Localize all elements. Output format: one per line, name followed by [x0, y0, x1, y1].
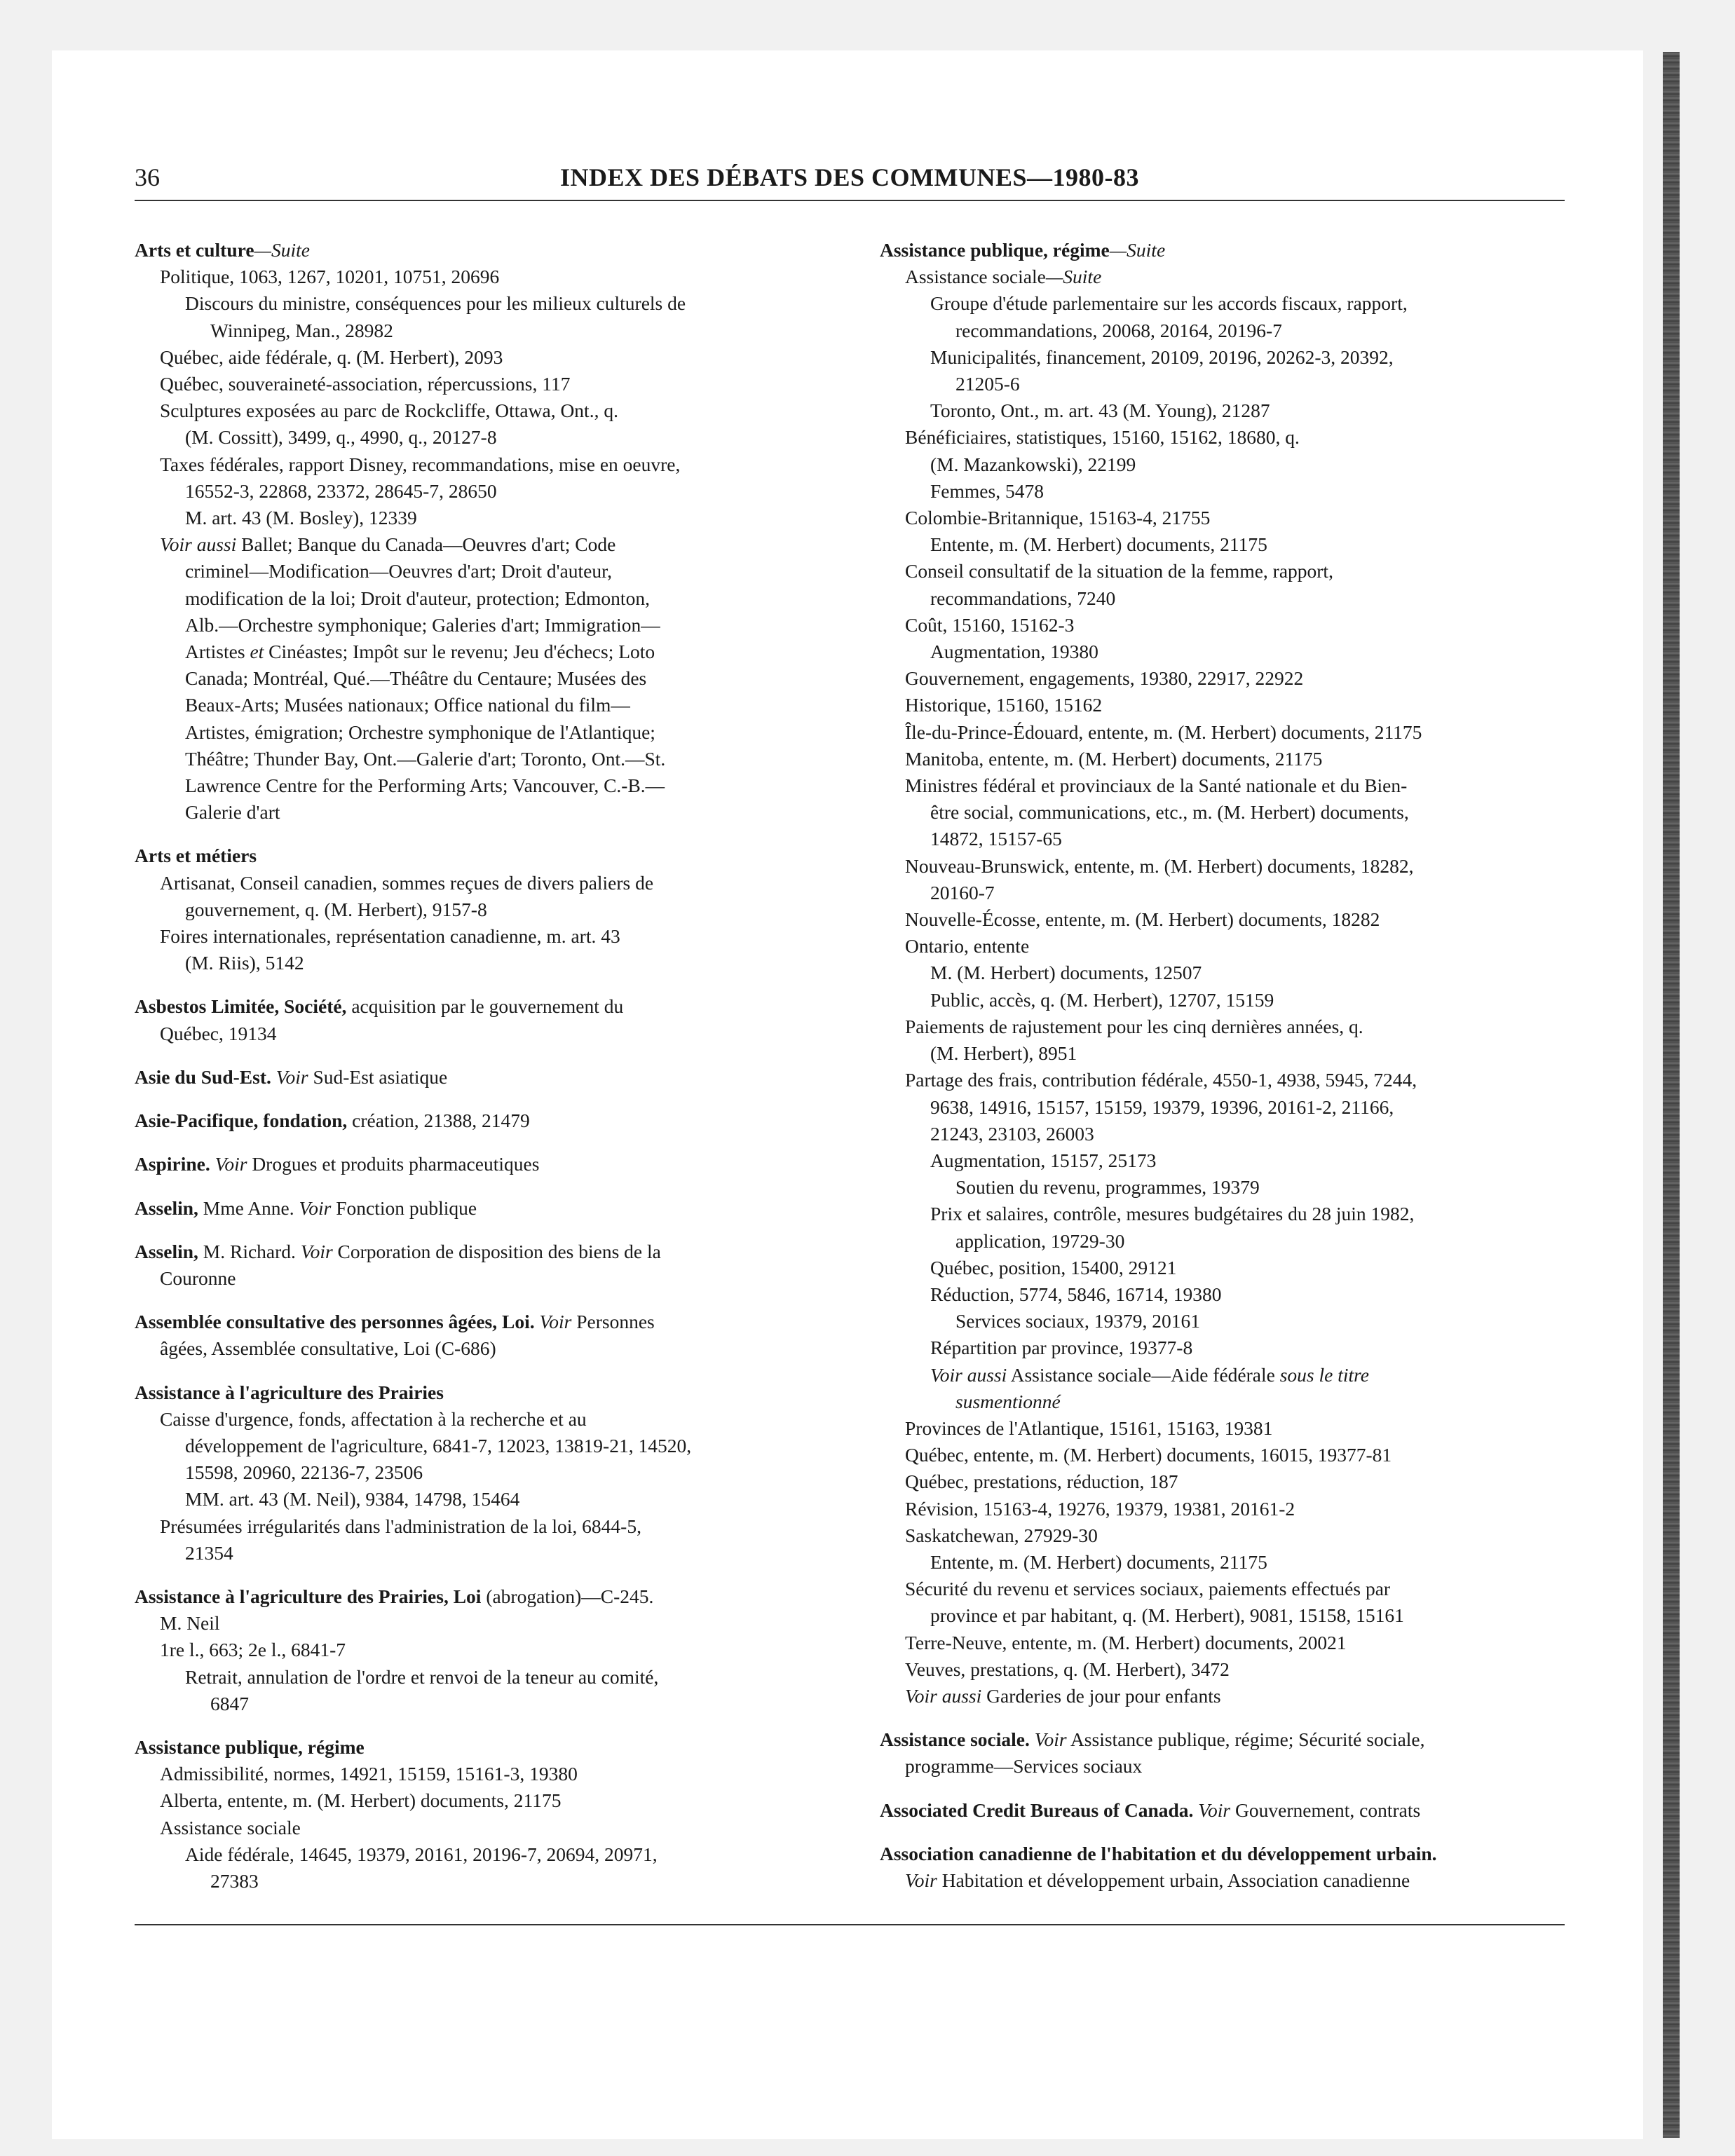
index-subentry-line	[880, 1415, 1581, 1442]
entry-text: Alberta, entente, m. (M. Herbert) documents, 21175	[160, 1789, 562, 1812]
entry-text: 15598, 20960, 22136-7, 23506	[185, 1461, 423, 1484]
index-heading-line	[880, 237, 1581, 264]
entry-text: (M. Riis), 5142	[185, 952, 304, 974]
index-subentry-line	[135, 318, 836, 344]
cross-reference-label: Voir aussi	[930, 1363, 1007, 1386]
index-subentry-line	[135, 531, 836, 558]
index-subentry-line	[135, 950, 836, 976]
entry-text: Artistes	[185, 641, 250, 663]
entry-text: (M. Mazankowski), 22199	[930, 453, 1136, 475]
index-subentry-line	[880, 1147, 1581, 1174]
index-subentry-line	[880, 1014, 1581, 1040]
entry-text: 21205-6	[955, 373, 1020, 395]
entry-heading: Assistance sociale.	[880, 1728, 1030, 1751]
index-subentry-line	[135, 1021, 836, 1047]
italic-text: Voir	[539, 1311, 572, 1333]
index-subentry-line	[135, 692, 836, 718]
entry-text	[271, 1066, 276, 1088]
entry-text: Assistance publique, régime; Sécurité sociale,	[1066, 1728, 1425, 1751]
italic-text: Voir	[275, 1065, 308, 1088]
index-subentry-line	[135, 746, 836, 772]
index-subentry-line	[880, 1389, 1581, 1415]
index-heading-line	[880, 1797, 1581, 1824]
entry-text: Assistance sociale—Aide fédérale	[1007, 1363, 1280, 1386]
index-subentry-line	[880, 639, 1581, 665]
index-subentry-line	[880, 960, 1581, 986]
entry-text: Lawrence Centre for the Performing Arts; Vancouver, C.-B.—	[185, 775, 665, 797]
entry-text: Alb.—Orchestre symphonique; Galeries d'art; Immigration—	[185, 613, 660, 636]
entry-text: Sud-Est asiatique	[308, 1065, 448, 1088]
entry-text: Nouveau-Brunswick, entente, m. (M. Herbert) documents, 18282,	[905, 854, 1414, 877]
index-subentry-line	[135, 290, 836, 317]
entry-text: programme—Services sociaux	[905, 1755, 1143, 1778]
entry-text: M. Richard.	[198, 1240, 301, 1262]
index-heading-line	[880, 1726, 1581, 1753]
index-entry	[135, 1239, 836, 1292]
entry-text: Habitation et développement urbain, Association canadienne	[937, 1869, 1410, 1891]
entry-text: Taxes fédérales, rapport Disney, recommandations, mise en oeuvre,	[160, 453, 681, 475]
index-heading-line	[135, 1583, 836, 1610]
index-subentry-line	[135, 1815, 836, 1841]
italic-text: —Suite	[1109, 239, 1166, 261]
index-subentry-line	[880, 424, 1581, 451]
entry-text: Québec, 19134	[160, 1022, 277, 1044]
entry-text: Coût, 15160, 15162-3	[905, 613, 1075, 636]
index-subentry-line	[135, 585, 836, 612]
index-subentry-line	[135, 1868, 836, 1895]
entry-text: M. Neil	[160, 1612, 220, 1635]
page-header	[135, 163, 1565, 202]
entry-text: Toronto, Ont., m. art. 43 (M. Young), 21287	[930, 400, 1270, 422]
index-subentry-line	[135, 505, 836, 531]
entry-heading: Associated Credit Bureaus of Canada.	[880, 1799, 1194, 1821]
entry-heading: Assistance à l'agriculture des Prairies	[135, 1381, 444, 1403]
entry-text: Révision, 15163-4, 19276, 19379, 19381, 20161-2	[905, 1497, 1295, 1520]
page-title: INDEX DES DÉBATS DES COMMUNES—1980-83	[560, 163, 1139, 191]
cross-reference-label: Voir aussi	[160, 533, 237, 556]
index-column-left	[135, 237, 836, 1911]
entry-text: Québec, entente, m. (M. Herbert) documents, 16015, 19377-81	[905, 1444, 1392, 1466]
index-subentry-line	[880, 880, 1581, 906]
entry-text: Aide fédérale, 14645, 19379, 20161, 20196-7, 20694, 20971,	[185, 1843, 658, 1865]
index-subentry-line	[880, 933, 1581, 960]
entry-text: Beaux-Arts; Musées nationaux; Office national du film—	[185, 694, 630, 716]
entry-text: Manitoba, entente, m. (M. Herbert) documents, 21175	[905, 747, 1323, 770]
index-subentry-line	[880, 1442, 1581, 1468]
entry-text	[1030, 1728, 1035, 1750]
index-subentry-line	[880, 1067, 1581, 1093]
index-subentry-line	[135, 1265, 836, 1292]
index-subentry-line	[135, 719, 836, 746]
index-subentry-line	[880, 585, 1581, 612]
index-subentry-line	[880, 344, 1581, 371]
entry-text: Foires internationales, représentation canadienne, m. art. 43	[160, 925, 620, 948]
cross-reference-label: Voir aussi	[905, 1684, 982, 1707]
entry-text	[210, 1153, 215, 1175]
header-rule	[135, 200, 1565, 201]
index-subentry-line	[135, 1691, 836, 1717]
index-subentry-line	[880, 1308, 1581, 1335]
index-subentry-line	[880, 318, 1581, 344]
entry-text: criminel—Modification—Oeuvres d'art; Droit d'auteur,	[185, 560, 613, 582]
index-entry	[135, 1583, 836, 1717]
index-subentry-line	[880, 1576, 1581, 1602]
index-subentry-line	[135, 1433, 836, 1459]
entry-text: Entente, m. (M. Herbert) documents, 21175	[930, 1550, 1267, 1573]
entry-text: Femmes, 5478	[930, 479, 1044, 502]
entry-heading: Asbestos Limitée, Société,	[135, 995, 347, 1018]
index-entry	[135, 993, 836, 1046]
index-subentry-line	[880, 1094, 1581, 1121]
entry-text: Garderies de jour pour enfants	[981, 1684, 1221, 1707]
index-subentry-line	[880, 772, 1581, 799]
index-subentry-line	[880, 1602, 1581, 1629]
entry-text: Assistance sociale	[905, 266, 1046, 288]
index-heading-line	[135, 1151, 836, 1178]
index-subentry-line	[135, 870, 836, 896]
entry-text: Corporation de disposition des biens de la	[332, 1240, 661, 1262]
entry-text: Gouvernement, contrats	[1230, 1799, 1421, 1821]
entry-text: création, 21388, 21479	[347, 1110, 530, 1132]
index-subentry-line	[135, 1540, 836, 1567]
index-subentry-line	[135, 639, 836, 665]
entry-text: Partage des frais, contribution fédérale, 4550-1, 4938, 5945, 7244,	[905, 1069, 1417, 1091]
entry-text: Municipalités, financement, 20109, 20196, 20262-3, 20392,	[930, 346, 1394, 368]
entry-text: M. art. 43 (M. Bosley), 12339	[185, 507, 417, 529]
entry-text: M. (M. Herbert) documents, 12507	[930, 962, 1202, 984]
index-column-right	[880, 237, 1581, 1911]
index-subentry-line	[135, 478, 836, 505]
index-subentry-line	[880, 906, 1581, 933]
index-subentry-line	[880, 1656, 1581, 1683]
entry-text: Personnes	[571, 1311, 655, 1333]
index-subentry-line	[880, 612, 1581, 639]
entry-text: Fonction publique	[331, 1196, 477, 1219]
entry-text: Retrait, annulation de l'ordre et renvoi de la teneur au comité,	[185, 1665, 659, 1688]
index-subentry-line	[880, 371, 1581, 397]
entry-text: recommandations, 7240	[930, 587, 1116, 609]
index-entry	[135, 1734, 836, 1895]
index-subentry-line	[135, 1787, 836, 1814]
entry-text: 20160-7	[930, 881, 995, 903]
index-subentry-line	[880, 397, 1581, 424]
index-heading-line	[135, 1734, 836, 1761]
entry-text: Théâtre; Thunder Bay, Ont.—Galerie d'art; Toronto, Ont.—St.	[185, 747, 666, 770]
index-subentry-line	[135, 612, 836, 639]
index-subentry-line	[135, 1406, 836, 1433]
entry-text: Conseil consultatif de la situation de la femme, rapport,	[905, 560, 1333, 582]
index-subentry-line	[135, 772, 836, 799]
index-subentry-line	[880, 853, 1581, 880]
entry-text: Augmentation, 15157, 25173	[930, 1149, 1157, 1171]
index-subentry-line	[135, 1610, 836, 1637]
index-subentry-line	[880, 264, 1581, 290]
entry-text: Mme Anne.	[198, 1196, 299, 1219]
index-subentry-line	[880, 987, 1581, 1014]
entry-text: Groupe d'étude parlementaire sur les accords fiscaux, rapport,	[930, 292, 1408, 315]
entry-text: 1re l., 663; 2e l., 6841-7	[160, 1639, 346, 1661]
entry-text: Canada; Montréal, Qué.—Théâtre du Centaure; Musées des	[185, 667, 647, 690]
footer-rule	[135, 1924, 1565, 1925]
italic-text: Voir	[215, 1153, 247, 1175]
entry-text: 6847	[210, 1692, 249, 1714]
italic-text: et	[250, 641, 264, 663]
index-subentry-line	[135, 1513, 836, 1540]
index-subentry-line	[880, 1121, 1581, 1147]
entry-text: Entente, m. (M. Herbert) documents, 21175	[930, 533, 1267, 556]
entry-text: Ontario, entente	[905, 935, 1030, 957]
index-entry	[135, 1309, 836, 1362]
index-entry	[135, 237, 836, 826]
entry-heading: Assemblée consultative des personnes âgées, Loi.	[135, 1311, 535, 1333]
entry-text: Saskatchewan, 27929-30	[905, 1524, 1098, 1546]
entry-text: Ministres fédéral et provinciaux de la Santé nationale et du Bien-	[905, 775, 1408, 797]
entry-text: développement de l'agriculture, 6841-7, 12023, 13819-21, 14520,	[185, 1434, 692, 1456]
index-subentry-line	[880, 1335, 1581, 1361]
entry-text: MM. art. 43 (M. Neil), 9384, 14798, 15464	[185, 1488, 520, 1510]
italic-text: sous le titre	[1279, 1363, 1370, 1386]
entry-text: Assistance sociale	[160, 1816, 301, 1838]
index-subentry-line	[880, 1255, 1581, 1281]
entry-heading: Arts et métiers	[135, 845, 257, 867]
index-subentry-line	[880, 1683, 1581, 1710]
entry-text: Veuves, prestations, q. (M. Herbert), 3472	[905, 1658, 1230, 1680]
index-subentry-line	[880, 826, 1581, 852]
index-heading-line	[880, 1841, 1581, 1867]
index-subentry-line	[880, 692, 1581, 718]
index-entry	[880, 1726, 1581, 1780]
index-entry	[135, 1107, 836, 1134]
entry-text: 21243, 23103, 26003	[930, 1122, 1094, 1145]
entry-text: recommandations, 20068, 20164, 20196-7	[955, 319, 1282, 341]
entry-text: modification de la loi; Droit d'auteur, protection; Edmonton,	[185, 587, 650, 609]
index-subentry-line	[880, 1040, 1581, 1067]
entry-text: Présumées irrégularités dans l'administration de la loi, 6844-5,	[160, 1515, 641, 1537]
italic-text: Voir	[300, 1240, 333, 1262]
index-subentry-line	[135, 1486, 836, 1513]
entry-heading: Asie du Sud-Est.	[135, 1065, 271, 1088]
index-subentry-line	[135, 451, 836, 478]
entry-text: 14872, 15157-65	[930, 828, 1062, 850]
entry-text: Discours du ministre, conséquences pour les milieux culturels de	[185, 292, 686, 315]
entry-heading: Assistance publique, régime	[880, 239, 1110, 261]
entry-text: Artisanat, Conseil canadien, sommes reçues de divers paliers de	[160, 871, 654, 894]
entry-heading: Assistance publique, régime	[135, 1735, 365, 1758]
italic-text: Voir	[1034, 1728, 1067, 1751]
entry-text: acquisition par le gouvernement du	[346, 995, 624, 1018]
entry-heading: Asselin,	[135, 1196, 198, 1219]
index-subentry-line	[880, 719, 1581, 746]
index-subentry-line	[880, 1867, 1581, 1894]
index-subentry-line	[135, 264, 836, 290]
index-entry	[135, 842, 836, 976]
index-subentry-line	[135, 665, 836, 692]
entry-text: Provinces de l'Atlantique, 15161, 15163, 19381	[905, 1417, 1273, 1439]
entry-text: Gouvernement, engagements, 19380, 22917, 22922	[905, 667, 1304, 690]
entry-text: Québec, aide fédérale, q. (M. Herbert), 2093	[160, 346, 503, 368]
entry-text: Public, accès, q. (M. Herbert), 12707, 15159	[930, 988, 1274, 1011]
index-heading-line	[135, 993, 836, 1020]
entry-text: Augmentation, 19380	[930, 641, 1098, 663]
index-subentry-line	[135, 923, 836, 950]
index-heading-line	[135, 1107, 836, 1134]
index-subentry-line	[880, 1201, 1581, 1227]
index-subentry-line	[880, 1281, 1581, 1308]
entry-text: Terre-Neuve, entente, m. (M. Herbert) documents, 20021	[905, 1631, 1347, 1653]
index-heading-line	[135, 1195, 836, 1222]
page-number: 36	[135, 163, 160, 191]
cross-reference-label: Voir	[905, 1869, 937, 1891]
entry-text: Caisse d'urgence, fonds, affectation à la recherche et au	[160, 1407, 587, 1430]
italic-text: Voir	[1198, 1799, 1231, 1821]
entry-text: âgées, Assemblée consultative, Loi (C-686)	[160, 1337, 496, 1360]
entry-text: Québec, prestations, réduction, 187	[905, 1471, 1178, 1493]
index-subentry-line	[135, 1459, 836, 1486]
entry-text: Couronne	[160, 1267, 236, 1289]
italic-text: susmentionné	[955, 1390, 1061, 1412]
entry-text: Historique, 15160, 15162	[905, 694, 1103, 716]
index-subentry-line	[135, 344, 836, 371]
entry-heading: Assistance à l'agriculture des Prairies, Loi	[135, 1585, 482, 1607]
entry-text: (abrogation)—C-245.	[481, 1585, 654, 1607]
entry-text: application, 19729-30	[955, 1229, 1125, 1252]
index-subentry-line	[135, 424, 836, 451]
index-subentry-line	[135, 558, 836, 585]
index-subentry-line	[880, 1496, 1581, 1522]
index-subentry-line	[880, 1228, 1581, 1255]
entry-text: Paiements de rajustement pour les cinq dernières années, q.	[905, 1015, 1363, 1037]
entry-text: Ballet; Banque du Canada—Oeuvres d'art; Code	[236, 533, 616, 556]
entry-text: Sculptures exposées au parc de Rockcliffe, Ottawa, Ont., q.	[160, 400, 618, 422]
index-subentry-line	[880, 1362, 1581, 1389]
entry-text: Prix et salaires, contrôle, mesures budgétaires du 28 juin 1982,	[930, 1203, 1415, 1225]
index-subentry-line	[880, 1630, 1581, 1656]
entry-text: 21354	[185, 1541, 233, 1564]
entry-text: Cinéastes; Impôt sur le revenu; Jeu d'échecs; Loto	[264, 641, 655, 663]
entry-heading: Aspirine.	[135, 1153, 210, 1175]
entry-text: Politique, 1063, 1267, 10201, 10751, 20696	[160, 266, 500, 288]
entry-text: 9638, 14916, 15157, 15159, 19379, 19396, 20161-2, 21166,	[930, 1096, 1394, 1118]
index-subentry-line	[135, 1637, 836, 1663]
index-subentry-line	[135, 397, 836, 424]
entry-heading: Arts et culture	[135, 239, 254, 261]
index-heading-line	[135, 1309, 836, 1335]
italic-text: —Suite	[1045, 266, 1102, 288]
entry-text: province et par habitant, q. (M. Herbert), 9081, 15158, 15161	[930, 1604, 1404, 1627]
entry-text: Services sociaux, 19379, 20161	[955, 1310, 1201, 1332]
index-subentry-line	[135, 1841, 836, 1868]
index-subentry-line	[880, 1549, 1581, 1576]
entry-text: Soutien du revenu, programmes, 19379	[955, 1176, 1260, 1199]
index-entry	[880, 237, 1581, 1710]
index-entry	[135, 1195, 836, 1222]
italic-text: Voir	[299, 1196, 332, 1219]
index-subentry-line	[880, 1753, 1581, 1780]
index-subentry-line	[880, 451, 1581, 478]
index-subentry-line	[135, 371, 836, 397]
entry-text: Admissibilité, normes, 14921, 15159, 15161-3, 19380	[160, 1763, 578, 1785]
entry-text: gouvernement, q. (M. Herbert), 9157-8	[185, 898, 487, 920]
index-subentry-line	[880, 558, 1581, 585]
entry-text: être social, communications, etc., m. (M. Herbert) documents,	[930, 801, 1409, 824]
index-subentry-line	[880, 531, 1581, 558]
entry-text: Galerie d'art	[185, 801, 280, 824]
entry-text: Québec, souveraineté-association, répercussions, 117	[160, 373, 571, 395]
index-subentry-line	[880, 799, 1581, 826]
entry-text: Répartition par province, 19377-8	[930, 1337, 1193, 1359]
entry-text: Bénéficiaires, statistiques, 15160, 15162, 18680, q.	[905, 426, 1300, 449]
index-subentry-line	[880, 1174, 1581, 1201]
entry-text: Winnipeg, Man., 28982	[210, 319, 393, 341]
entry-text: Île-du-Prince-Édouard, entente, m. (M. Herbert) documents, 21175	[905, 721, 1422, 743]
italic-text: —Suite	[254, 239, 310, 261]
index-subentry-line	[880, 665, 1581, 692]
entry-text: Artistes, émigration; Orchestre symphonique de l'Atlantique;	[185, 721, 655, 743]
entry-text: Drogues et produits pharmaceutiques	[247, 1153, 540, 1175]
entry-text: 16552-3, 22868, 23372, 28645-7, 28650	[185, 479, 497, 502]
entry-heading: Asie-Pacifique, fondation,	[135, 1110, 348, 1132]
index-entry	[135, 1064, 836, 1091]
index-entry	[880, 1841, 1581, 1894]
index-entry	[135, 1151, 836, 1178]
entry-text: Sécurité du revenu et services sociaux, paiements effectués par	[905, 1578, 1391, 1600]
entry-text: (M. Herbert), 8951	[930, 1042, 1077, 1065]
index-subentry-line	[880, 1522, 1581, 1549]
index-subentry-line	[135, 799, 836, 826]
index-entry	[880, 1797, 1581, 1824]
index-heading-line	[135, 237, 836, 264]
index-heading-line	[135, 1064, 836, 1091]
index-subentry-line	[880, 1468, 1581, 1495]
entry-heading: Association canadienne de l'habitation et du développement urbain.	[880, 1842, 1437, 1864]
index-heading-line	[135, 842, 836, 869]
index-subentry-line	[880, 290, 1581, 317]
index-entry	[135, 1379, 836, 1567]
entry-text: 27383	[210, 1869, 259, 1892]
index-heading-line	[135, 1239, 836, 1265]
entry-text: Québec, position, 15400, 29121	[930, 1256, 1177, 1278]
entry-text: Colombie-Britannique, 15163-4, 21755	[905, 507, 1211, 529]
entry-text: Nouvelle-Écosse, entente, m. (M. Herbert) documents, 18282	[905, 908, 1380, 931]
index-subentry-line	[135, 1664, 836, 1691]
index-subentry-line	[135, 896, 836, 923]
entry-text: (M. Cossitt), 3499, q., 4990, q., 20127-8	[185, 426, 497, 449]
scan-edge-strip	[1663, 52, 1680, 2138]
index-subentry-line	[880, 746, 1581, 772]
index-heading-line	[135, 1379, 836, 1406]
index-subentry-line	[135, 1761, 836, 1787]
entry-heading: Asselin,	[135, 1240, 198, 1262]
index-subentry-line	[135, 1335, 836, 1362]
index-subentry-line	[880, 478, 1581, 505]
index-subentry-line	[880, 505, 1581, 531]
entry-text: Réduction, 5774, 5846, 16714, 19380	[930, 1283, 1222, 1305]
